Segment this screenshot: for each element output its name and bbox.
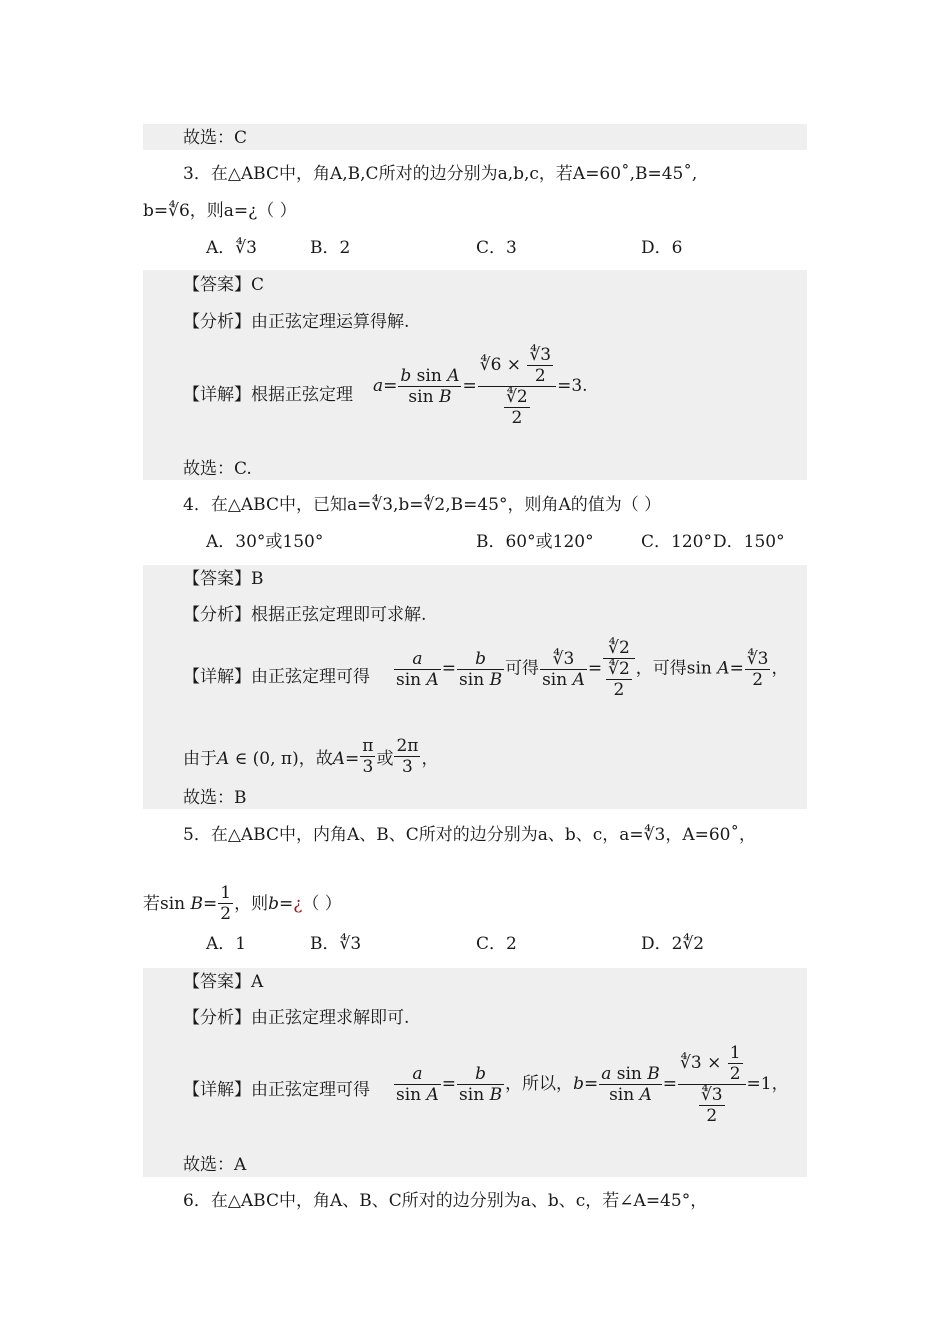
q3-detail-math: a= $\frac{\text{b sin A}}{\text{sin B}}$ = ∜6 × $\frac{∜3}{2}$ $\frac{∜2}{2}$ =3. [373, 345, 588, 428]
q5-stem-line1: 5．在△ABC中，内角A、B、C所对的边分别为a、b、c，a=∜3，A=60˚， [183, 825, 756, 845]
q3-option-b: B．2 [310, 238, 351, 258]
q5-option-c: C．2 [476, 934, 517, 954]
q4-option-b: B．60°或120° [476, 532, 594, 552]
q5-option-d: D．2∜2 [641, 934, 705, 954]
q3-stem-line2: b=∜6，则a=¿（ ） [143, 201, 297, 221]
q5-detail-math: $\frac{a}{\text{sin A}}$ = $\frac{b}{\text{sin B}}$ ，所以，b= $\frac{\text{a sin B}}{\text{sin A}}$ = ∜3 × $\frac{1}{2}$ $\frac{∜3}{2}$ =1， [396, 1043, 789, 1126]
q6-stem: 6．在△ABC中，角A、B、C所对的边分别为a、b、c，若∠A=45°， [183, 1191, 708, 1211]
q4-option-c: C．120° [641, 532, 712, 552]
q4-option-d: D．150° [713, 532, 785, 552]
q5-choose: 故选：A [183, 1155, 247, 1175]
q3-option-a: A．∜3 [206, 238, 257, 258]
q5-detail-label: 【详解】由正弦定理可得 [183, 1080, 370, 1100]
q3-detail-label: 【详解】根据正弦定理 [183, 385, 353, 405]
q4-answer: 【答案】B [183, 569, 264, 589]
q4-detail-label: 【详解】由正弦定理可得 [183, 667, 370, 687]
q4-choose: 故选：B [183, 788, 247, 808]
q5-option-a: A．1 [206, 934, 247, 954]
q2-choose: 故选：C [183, 128, 248, 148]
q3-answer: 【答案】C [183, 275, 265, 295]
q3-choose: 故选：C. [183, 459, 252, 479]
q3-option-d: D．6 [641, 238, 683, 258]
q4-detail-math: $\frac{a}{\text{sin A}}$ = $\frac{b}{\text{sin B}}$ 可得 $\frac{∜3}{\text{sin A}}$ = $\frac{∜2}{\frac{∜2}{2}}$ ，可得sin A= $\frac{∜3}{2}$ ， [396, 638, 789, 700]
q5-analysis: 【分析】由正弦定理求解即可. [183, 1008, 410, 1028]
q4-analysis: 【分析】根据正弦定理即可求解. [183, 605, 427, 625]
q5-option-b: B．∜3 [310, 934, 362, 954]
q4-option-a: A．30°或150° [206, 532, 324, 552]
q4-stem: 4．在△ABC中，已知a=∜3,b=∜2,B=45°，则角A的值为（ ） [183, 495, 662, 515]
q3-stem-line1: 3．在△ABC中，角A,B,C所对的边分别为a,b,c，若A=60˚,B=45˚, [183, 164, 698, 184]
q5-answer: 【答案】A [183, 972, 264, 992]
q4-detail-line2: 由于A ∈ (0, π)，故A= $\frac{\pi}{3}$ 或 $\frac{2\pi}{3}$ ， [183, 736, 439, 777]
q3-option-c: C．3 [476, 238, 517, 258]
q5-stem-line2: 若sin B= $\frac{1}{2}$ ，则b=¿（ ） [143, 883, 342, 924]
q3-analysis: 【分析】由正弦定理运算得解. [183, 312, 410, 332]
